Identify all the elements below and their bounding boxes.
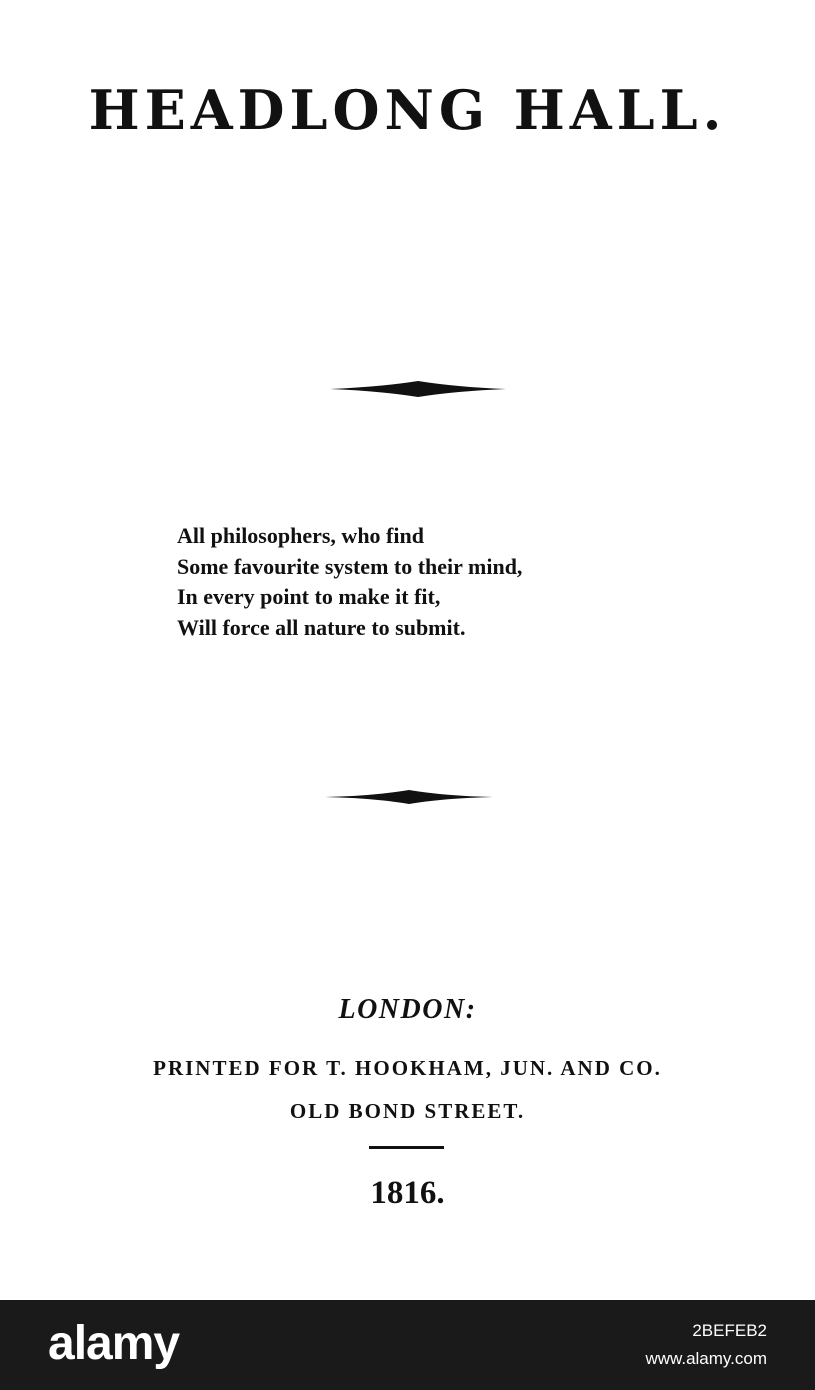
epigraph-line: All philosophers, who find [177, 523, 424, 548]
epigraph [177, 521, 522, 643]
imprint-street: OLD BOND STREET. [289, 1099, 526, 1123]
divider-rule [369, 1146, 444, 1149]
imprint-printer: PRINTED FOR T. HOOKHAM, JUN. AND CO. [153, 1056, 662, 1080]
image-id: 2BEFEB2 [692, 1321, 767, 1340]
epigraph-line: In every point to make it fit, [177, 584, 441, 609]
ornamental-rule-bottom [325, 786, 493, 808]
ornamental-rule-top [330, 378, 506, 400]
site-url: www.alamy.com [645, 1349, 767, 1368]
book-title: HEADLONG HALL. [88, 78, 727, 142]
imprint-year: 1816. [370, 1175, 445, 1211]
epigraph-line: Some favourite system to their mind, [177, 553, 523, 579]
imprint-place: LONDON: [338, 994, 477, 1025]
brand-logo: alamy [48, 1317, 180, 1370]
epigraph-line: Will force all nature to submit. [177, 614, 466, 640]
watermark-bar [0, 1300, 815, 1390]
